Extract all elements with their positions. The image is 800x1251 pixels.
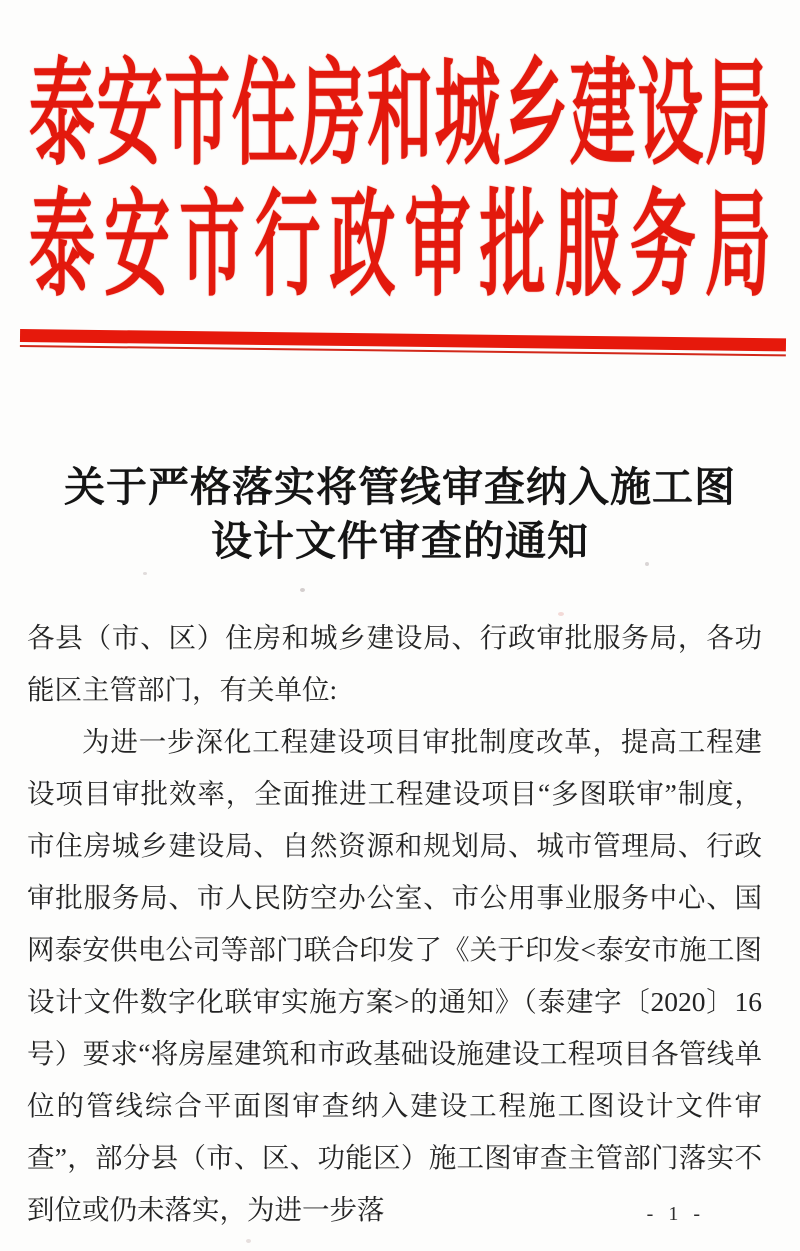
document-body bbox=[27, 612, 762, 1236]
document-title-line-2: 设计文件审查的通知 bbox=[211, 518, 589, 564]
document-title-line-1: 关于严格落实将管线审查纳入施工图 bbox=[64, 464, 736, 510]
scan-speck bbox=[143, 572, 147, 575]
document-title bbox=[0, 460, 800, 568]
body-paragraph: 为进一步深化工程建设项目审批制度改革，提高工程建设项目审批效率，全面推进工程建设项目“多图联审”制度，市住房城乡建设局、自然资源和规划局、城市管理局、行政审批服务局、市人民防空办公室、市公用事业服务中心、国网泰安供电公司等部门联合印发了《关于印发<泰安市施工图设计文件数字化联审实施方案>的通知》（泰建字〔2020〕16 号）要求“将房屋建筑和市政基础设施建设工程项目各管线单位的管线综合平面图审查纳入建设工程施工图设计文件审查”，部分县（市、区、功能区）施工图审查主管部门落实不到位或仍未落实，为进一步落 bbox=[27, 726, 762, 1225]
letterhead bbox=[0, 0, 800, 311]
letterhead-line-1: 泰 安 市 住 房 和 城 乡 建 设 局 bbox=[29, 51, 771, 180]
salutation: 各县（市、区）住房和城乡建设局、行政审批服务局，各功能区主管部门，有关单位: bbox=[27, 622, 762, 705]
scan-speck bbox=[246, 1239, 251, 1243]
page-number: - 1 - bbox=[646, 1203, 705, 1225]
letterhead-line-2: 泰 安 市 行 政 审 批 服 务 局 bbox=[29, 182, 771, 311]
scan-speck bbox=[300, 588, 305, 592]
